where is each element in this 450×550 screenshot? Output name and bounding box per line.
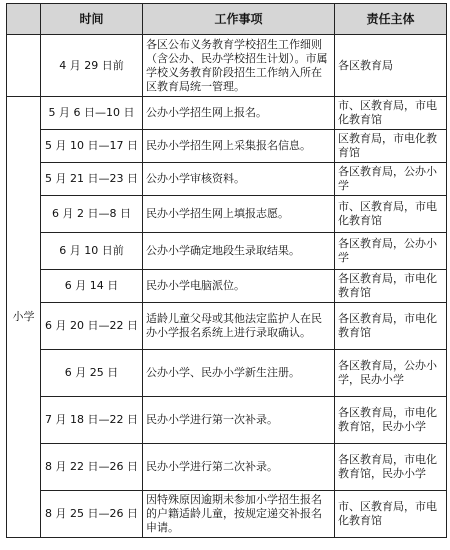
owner-cell: 市、区教育局，市电化教育馆 xyxy=(335,196,447,233)
owner-cell: 区教育局，市电化教育馆 xyxy=(335,130,447,163)
date-cell: 8 月 22 日—26 日 xyxy=(41,444,143,491)
table-row xyxy=(7,303,447,350)
table-row xyxy=(7,233,447,270)
owner-cell: 各区教育局，市电化教育馆 xyxy=(335,270,447,303)
task-cell: 公办小学招生网上报名。 xyxy=(143,97,335,130)
schedule-sheet xyxy=(6,3,446,538)
table-row xyxy=(7,270,447,303)
table-row xyxy=(7,97,447,130)
table-row xyxy=(7,35,447,97)
date-cell: 6 月 10 日前 xyxy=(41,233,143,270)
task-cell: 公办小学确定地段生录取结果。 xyxy=(143,233,335,270)
task-cell: 民办小学电脑派位。 xyxy=(143,270,335,303)
owner-cell: 各区教育局，市电化教育馆，民办小学 xyxy=(335,444,447,491)
table-row xyxy=(7,163,447,196)
date-cell: 6 月 2 日—8 日 xyxy=(41,196,143,233)
task-cell: 公办小学、民办小学新生注册。 xyxy=(143,350,335,397)
table-row xyxy=(7,350,447,397)
owner-cell: 市、区教育局，市电化教育馆 xyxy=(335,97,447,130)
task-cell: 适龄儿童父母或其他法定监护人在民办小学报名系统上进行录取确认。 xyxy=(143,303,335,350)
header-level xyxy=(7,4,41,35)
table-row xyxy=(7,130,447,163)
owner-cell: 各区教育局，公办小学 xyxy=(335,233,447,270)
table-row xyxy=(7,491,447,538)
date-cell: 6 月 25 日 xyxy=(41,350,143,397)
task-cell: 民办小学招生网上采集报名信息。 xyxy=(143,130,335,163)
task-cell: 各区公布义务教育学校招生工作细则（含公办、民办学校招生计划）。市属学校义务教育阶段招生工作纳入所在区教育局统一管理。 xyxy=(143,35,335,97)
school-level-cell: 小学 xyxy=(7,97,41,538)
task-cell: 民办小学进行第二次补录。 xyxy=(143,444,335,491)
date-cell: 4 月 29 日前 xyxy=(41,35,143,97)
owner-cell: 各区教育局，公办小学 xyxy=(335,163,447,196)
date-cell: 6 月 20 日—22 日 xyxy=(41,303,143,350)
table-row xyxy=(7,397,447,444)
header-owner: 责任主体 xyxy=(335,4,447,35)
schedule-body xyxy=(7,35,447,538)
date-cell: 5 月 21 日—23 日 xyxy=(41,163,143,196)
task-cell: 民办小学进行第一次补录。 xyxy=(143,397,335,444)
task-cell: 公办小学审核资料。 xyxy=(143,163,335,196)
date-cell: 7 月 18 日—22 日 xyxy=(41,397,143,444)
header-task: 工作事项 xyxy=(143,4,335,35)
date-cell: 5 月 10 日—17 日 xyxy=(41,130,143,163)
owner-cell: 各区教育局，市电化教育馆，民办小学 xyxy=(335,397,447,444)
owner-cell: 各区教育局 xyxy=(335,35,447,97)
school-level-cell xyxy=(7,35,41,97)
header-time: 时间 xyxy=(41,4,143,35)
date-cell: 8 月 25 日—26 日 xyxy=(41,491,143,538)
task-cell: 因特殊原因逾期未参加小学招生报名的户籍适龄儿童，按规定递交补报名申请。 xyxy=(143,491,335,538)
table-row xyxy=(7,196,447,233)
owner-cell: 各区教育局，市电化教育馆 xyxy=(335,303,447,350)
header-row xyxy=(7,4,447,35)
owner-cell: 各区教育局，公办小学，民办小学 xyxy=(335,350,447,397)
date-cell: 6 月 14 日 xyxy=(41,270,143,303)
enrollment-schedule-table xyxy=(6,3,447,538)
task-cell: 民办小学招生网上填报志愿。 xyxy=(143,196,335,233)
table-row xyxy=(7,444,447,491)
owner-cell: 市、区教育局，市电化教育馆 xyxy=(335,491,447,538)
date-cell: 5 月 6 日—10 日 xyxy=(41,97,143,130)
